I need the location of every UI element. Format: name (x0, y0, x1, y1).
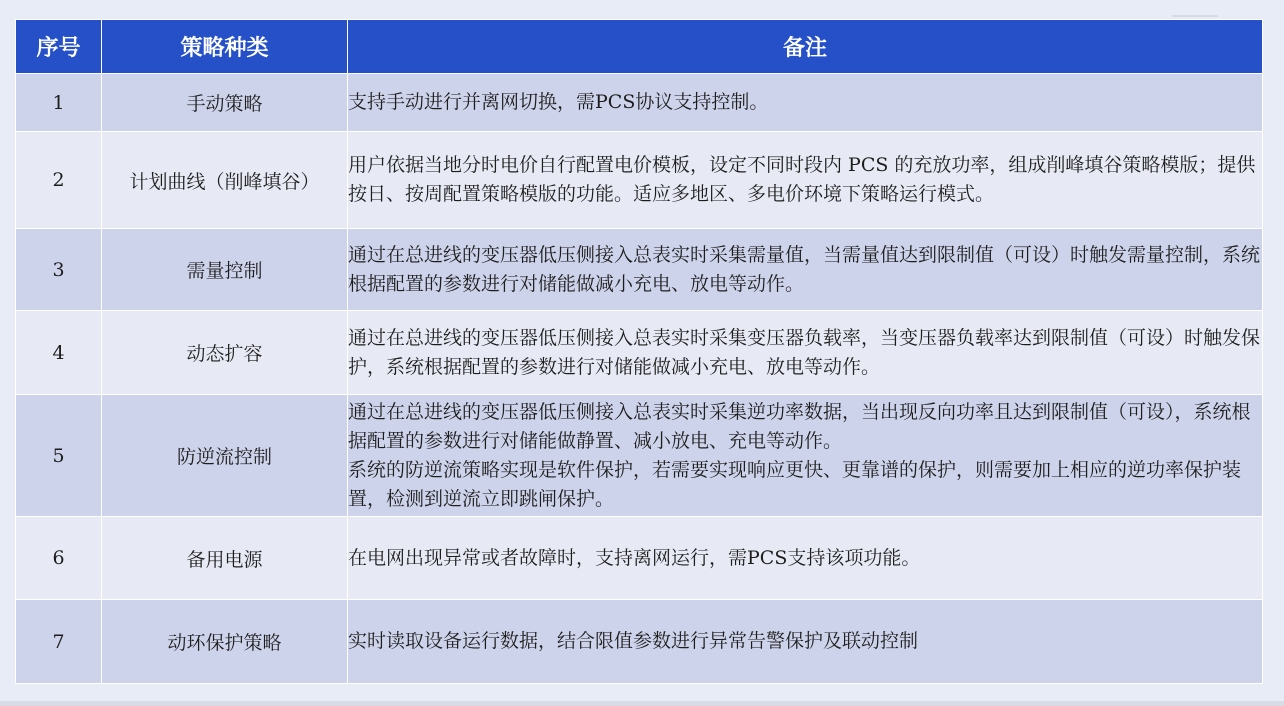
header-index: 序号 (16, 20, 102, 74)
row-index: 5 (16, 395, 102, 517)
note-text: 系统的防逆流策略实现是软件保护，若需要实现响应更快、更靠谱的保护，则需要加上相应的逆功率保护装置，检测到逆流立即跳闸保护。 (348, 458, 1242, 510)
table-row (16, 311, 1263, 395)
row-note (348, 600, 1263, 684)
row-index: 7 (16, 600, 102, 684)
row-note (348, 229, 1263, 311)
row-note (348, 311, 1263, 395)
table-row (16, 132, 1263, 229)
table-row (16, 600, 1263, 684)
row-note (348, 74, 1263, 132)
header-type: 策略种类 (102, 20, 348, 74)
note-text: 通过在总进线的变压器低压侧接入总表实时采集逆功率数据，当出现反向功率且达到限制值（可设），系统根据配置的参数进行对储能做静置、减小放电、充电等动作。 (348, 400, 1251, 452)
row-type: 防逆流控制 (102, 395, 348, 517)
row-note (348, 395, 1263, 517)
row-type: 需量控制 (102, 229, 348, 311)
table-row (16, 74, 1263, 132)
note-text: 在电网出现异常或者故障时，支持离网运行，需PCS支持该项功能。 (348, 546, 921, 569)
table-row (16, 395, 1263, 517)
note-text: 通过在总进线的变压器低压侧接入总表实时采集变压器负载率，当变压器负载率达到限制值（可设）时触发保护，系统根据配置的参数进行对储能做减小充电、放电等动作。 (348, 326, 1261, 378)
row-type: 计划曲线（削峰填谷） (102, 132, 348, 229)
row-index: 3 (16, 229, 102, 311)
row-type: 动态扩容 (102, 311, 348, 395)
bottom-strip (0, 701, 1284, 706)
row-index: 1 (16, 74, 102, 132)
note-text: 通过在总进线的变压器低压侧接入总表实时采集需量值，当需量值达到限制值（可设）时触发需量控制，系统根据配置的参数进行对储能做减小充电、放电等动作。 (348, 243, 1261, 295)
row-note (348, 517, 1263, 600)
table-row (16, 517, 1263, 600)
row-note (348, 132, 1263, 229)
note-text: 实时读取设备运行数据，结合限值参数进行异常告警保护及联动控制 (348, 630, 919, 652)
row-index: 4 (16, 311, 102, 395)
note-text: 支持手动进行并离网切换，需PCS协议支持控制。 (348, 91, 769, 113)
header-note: 备注 (348, 20, 1263, 74)
note-text: 用户依据当地分时电价自行配置电价模板，设定不同时段内 PCS 的充放功率，组成削峰填谷策略模版；提供按日、按周配置策略模版的功能。适应多地区、多电价环境下策略运行模式。 (348, 154, 1256, 205)
row-type: 手动策略 (102, 74, 348, 132)
table-header-row (16, 20, 1263, 74)
table-row (16, 229, 1263, 311)
row-index: 2 (16, 132, 102, 229)
row-type: 动环保护策略 (102, 600, 348, 684)
row-type: 备用电源 (102, 517, 348, 600)
top-divider-mark (1172, 15, 1218, 17)
row-index: 6 (16, 517, 102, 600)
strategy-table (15, 19, 1263, 684)
